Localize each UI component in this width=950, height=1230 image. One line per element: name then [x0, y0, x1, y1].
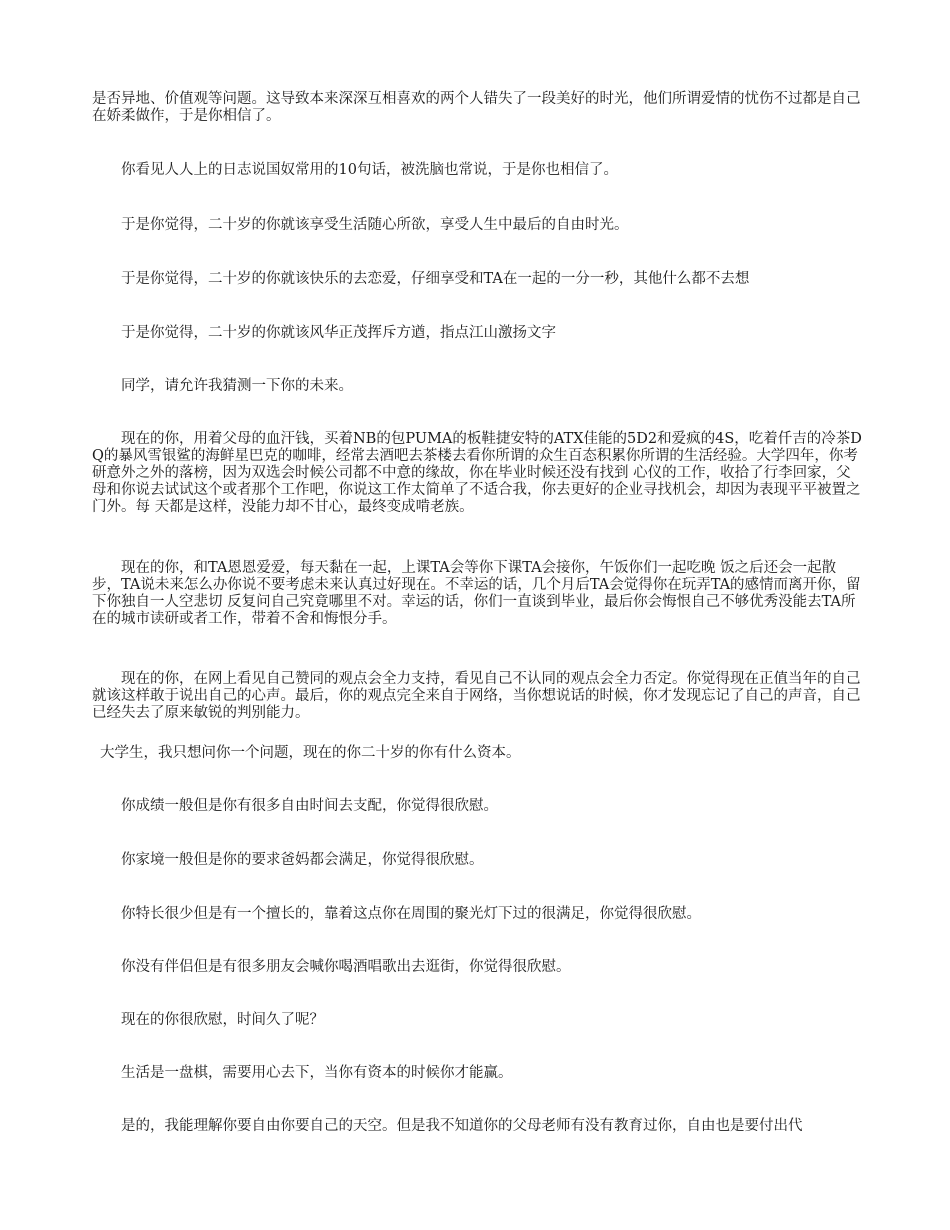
paragraph-16: 生活是一盘棋，需要用心去下，当你有资本的时候你才能赢。: [121, 1065, 513, 1081]
paragraph-15: 现在的你很欣慰，时间久了呢？: [121, 1012, 324, 1028]
paragraph-7: 现在的你，用着父母的血汗钱，买着NB的包PUMA的板鞋捷安特的ATX佳能的5D2和爱疯的4S，吃着仟吉的冷茶DQ的暴风雪银鲨的海鲜星巴克的咖啡，经常去酒吧去茶楼去看你所谓的众生百态积累你所谓的生活经验。大学四年，你考研意外之外的落榜，因为双选会时候公司都不中意的缘故，你在毕业时候还没有找到 心仪的工作，收拾了行李回家，父母和你说去试试这个或者那个工作吧，你说这工作太简单了不适合我，你去更好的企业寻找机会，却因为表现平平被置之门外。每 天都是这样，没能力却不甘心，最终变成啃老族。: [92, 431, 862, 515]
paragraph-10: 大学生，我只想问你一个问题，现在的你二十岁的你有什么资本。: [100, 745, 521, 761]
paragraph-1: 是否异地、价值观等问题。这导致本来深深互相喜欢的两个人错失了一段美好的时光，他们所谓爱情的忧伤不过都是自己在娇柔做作，于是你相信了。: [92, 91, 861, 124]
paragraph-11: 你成绩一般但是你有很多自由时间去支配，你觉得很欣慰。: [121, 798, 498, 814]
paragraph-12: 你家境一般但是你的要求爸妈都会满足，你觉得很欣慰。: [121, 852, 484, 868]
paragraph-6: 同学，请允许我猜测一下你的未来。: [121, 378, 353, 394]
paragraph-8: 现在的你，和TA恩恩爱爱，每天黏在一起，上课TA会等你下课TA会接你，午饭你们一起吃晚 饭之后还会一起散步，TA说未来怎么办你说不要考虑未来认真过好现在。不幸运的话，几个月后TA会觉得你在玩弄TA的感情而离开你，留下你独自一人空悲切 反复问自己究竟哪里不对。幸运的话，你们一直谈到毕业，最后你会悔恨自己不够优秀没能去TA所在的城市读研或者工作，带着不舍和悔恨分手。: [92, 560, 861, 627]
paragraph-2: 你看见人人上的日志说国奴常用的10句话，被洗脑也常说，于是你也相信了。: [121, 162, 618, 178]
paragraph-17: 是的，我能理解你要自由你要自己的天空。但是我不知道你的父母老师有没有教育过你，自由也是要付出代: [121, 1118, 803, 1134]
paragraph-3: 于是你觉得，二十岁的你就该享受生活随心所欲，享受人生中最后的自由时光。: [121, 217, 629, 233]
paragraph-13: 你特长很少但是有一个擅长的，靠着这点你在周围的聚光灯下过的很满足，你觉得很欣慰。: [121, 906, 701, 922]
paragraph-4: 于是你觉得，二十岁的你就该快乐的去恋爱，仔细享受和TA在一起的一分一秒，其他什么都不去想: [121, 271, 750, 287]
paragraph-9: 现在的你，在网上看见自己赞同的观点会全力支持，看见自己不认同的观点会全力否定。你觉得现在正值当年的自己就该这样敢于说出自己的心声。最后，你的观点完全来自于网络，当你想说话的时候，你才发现忘记了自己的声音，自己已经失去了原来敏锐的判别能力。: [92, 671, 861, 721]
paragraph-14: 你没有伴侣但是有很多朋友会喊你喝酒唱歌出去逛街，你觉得很欣慰。: [121, 959, 571, 975]
paragraph-5: 于是你觉得，二十岁的你就该风华正茂挥斥方遒，指点江山激扬文字: [121, 325, 556, 341]
